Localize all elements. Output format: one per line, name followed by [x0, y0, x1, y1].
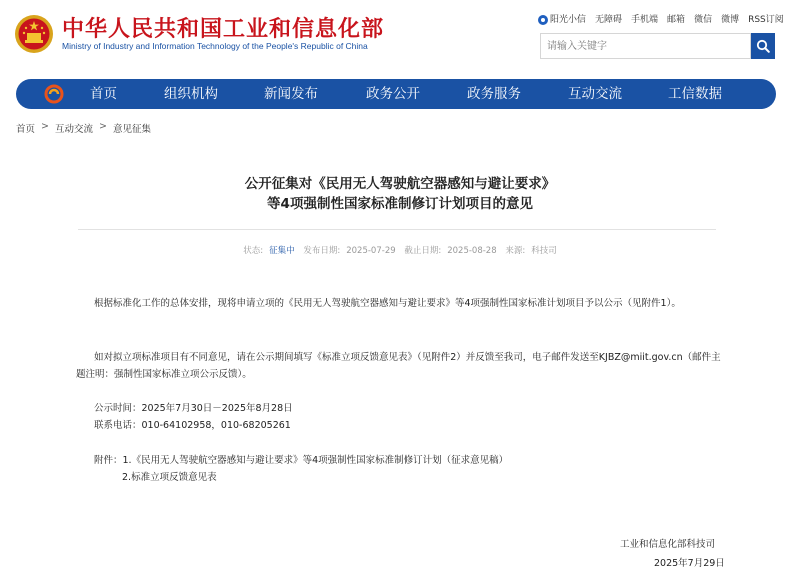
source-label: 来源: [505, 246, 526, 256]
toplink-mobile[interactable]: 手机端 [631, 15, 659, 25]
breadcrumb-separator: > [99, 121, 107, 132]
deadline-label: 截止日期: [404, 246, 442, 256]
signature-org: 工业和信息化部科技司 [620, 539, 716, 550]
publish-date: 2025-07-29 [346, 246, 396, 256]
search-button[interactable] [751, 33, 775, 59]
search-icon [756, 39, 770, 53]
status-badge: 征集中 [269, 246, 295, 256]
attachment-link-1[interactable]: 附件：1.《民用无人驾驶航空器感知与避让要求》等4项强制性国家标准制修订计划（征求意见稿） [94, 455, 509, 466]
search-box [540, 33, 751, 59]
nav-services[interactable]: 政务服务 [467, 86, 521, 102]
article-title-line1: 公开征集对《民用无人驾驶航空器感知与避让要求》 [244, 176, 556, 192]
site-subtitle: Ministry of Industry and Information Technology of the People's Republic of China [62, 41, 368, 51]
nav-home[interactable]: 首页 [90, 86, 117, 102]
signature-date: 2025年7月29日 [654, 558, 725, 569]
toplink-sunshine[interactable]: 阳光小信 [538, 12, 586, 25]
nav-data[interactable]: 工信数据 [668, 86, 722, 102]
toplink-weibo[interactable]: 微博 [721, 15, 740, 25]
source-value: 科技司 [531, 246, 557, 256]
miit-logo-icon [44, 84, 64, 104]
national-emblem-icon [14, 14, 54, 54]
article-meta [0, 244, 800, 256]
paragraph-intro: 根据标准化工作的总体安排，现将申请立项的《民用无人驾驶航空器感知与避让要求》等4项强制性国家标准计划项目予以公示（见附件1）。 [94, 298, 681, 309]
site-header [0, 0, 800, 78]
article-title-line2: 等4项强制性国家标准制修订计划项目的意见 [267, 196, 533, 212]
toplink-accessibility[interactable]: 无障碍 [595, 15, 623, 25]
site-title: 中华人民共和国工业和信息化部 [62, 17, 385, 42]
nav-organization[interactable]: 组织机构 [164, 86, 218, 102]
publish-date-label: 发布日期: [303, 246, 341, 256]
nav-news[interactable]: 新闻发布 [264, 86, 318, 102]
toplink-rss[interactable]: RSS订阅 [748, 15, 784, 25]
toplink-wechat[interactable]: 微信 [694, 15, 713, 25]
breadcrumb-separator: > [41, 121, 49, 132]
contact-phone: 联系电话：010-64102958，010-68205261 [94, 420, 291, 431]
nav-interaction[interactable]: 互动交流 [568, 86, 622, 102]
toplink-mail[interactable]: 邮箱 [667, 15, 686, 25]
attachment-link-2[interactable]: 2.标准立项反馈意见表 [122, 472, 217, 483]
status-label: 状态: [243, 246, 264, 256]
breadcrumb-consultation[interactable]: 意见征集 [112, 124, 151, 135]
breadcrumb-home[interactable]: 首页 [16, 124, 36, 135]
sunshine-icon [538, 15, 548, 25]
publicity-period: 公示时间：2025年7月30日－2025年8月28日 [94, 403, 293, 414]
search-input[interactable] [541, 35, 750, 59]
title-divider [78, 229, 716, 230]
breadcrumb-interaction[interactable]: 互动交流 [54, 124, 93, 135]
paragraph-feedback-line1: 如对拟立项标准项目有不同意见，请在公示期间填写《标准立项反馈意见表》（见附件2）并反馈至我司，电子邮件发送至KJBZ@miit.gov.cn（邮件主 [94, 352, 721, 363]
breadcrumb [16, 121, 151, 135]
main-nav [16, 79, 776, 109]
deadline-date: 2025-08-28 [447, 246, 497, 256]
paragraph-feedback-line2: 题注明：强制性国家标准立项公示反馈）。 [76, 369, 252, 380]
top-links [538, 12, 784, 25]
nav-government-affairs[interactable]: 政务公开 [366, 86, 420, 102]
